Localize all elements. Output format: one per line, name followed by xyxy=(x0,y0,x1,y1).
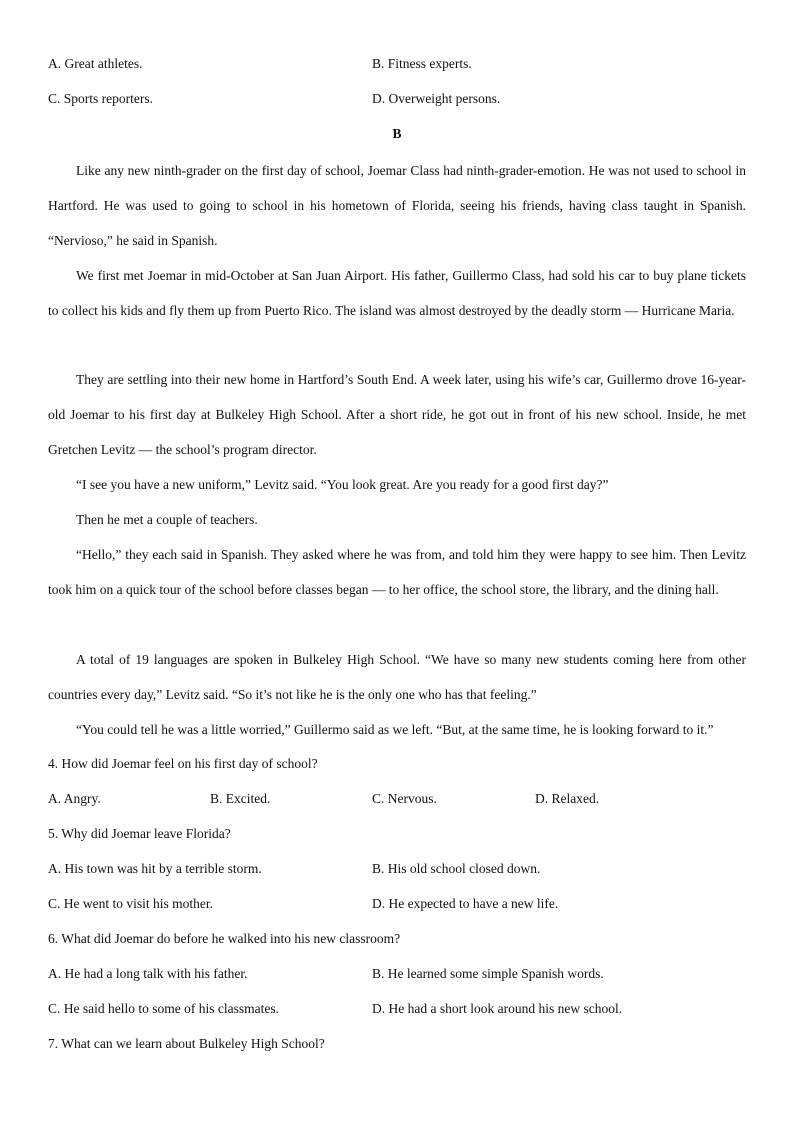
passage-paragraph-1: Like any new ninth-grader on the first day of school, Joemar Class had ninth-grader-emotion. He was not used to school in Hartford. He was used to going to school in his hometown of Florida, seeing his friends, having class taught in Spanish. “Nervioso,” he said in Spanish. xyxy=(48,163,746,248)
section-heading: B xyxy=(392,126,402,141)
question-7: 7. What can we learn about Bulkeley High School? xyxy=(48,1036,325,1051)
q3-options-row-2 xyxy=(48,91,746,111)
q3-option-d: D. Overweight persons. xyxy=(372,91,501,106)
passage-paragraph-8: “You could tell he was a little worried,” Guillermo said as we left. “But, at the same time, he is looking forward to it.” xyxy=(76,722,714,737)
q6-option-a: A. He had a long talk with his father. xyxy=(48,966,248,981)
q5-option-d: D. He expected to have a new life. xyxy=(372,896,559,911)
passage-paragraph-2: We first met Joemar in mid-October at San Juan Airport. His father, Guillermo Class, had sold his car to buy plane tickets to collect his kids and fly them up from Puerto Rico. The island was almost destroyed by the deadly storm — Hurricane Maria. xyxy=(48,268,746,318)
q4-option-b: B. Excited. xyxy=(210,791,271,806)
q4-option-a: A. Angry. xyxy=(48,791,101,806)
q3-option-a: A. Great athletes. xyxy=(48,56,143,71)
q5-option-b: B. His old school closed down. xyxy=(372,861,541,876)
passage-paragraph-6: “Hello,” they each said in Spanish. They asked where he was from, and told him they were happy to see him. Then Levitz took him on a quick tour of the school before classes began — to her office, the school store, the library, and the dining hall. xyxy=(48,547,746,597)
q4-option-c: C. Nervous. xyxy=(372,791,437,806)
q6-option-b: B. He learned some simple Spanish words. xyxy=(372,966,604,981)
q3-option-c: C. Sports reporters. xyxy=(48,91,153,106)
passage-paragraph-7: A total of 19 languages are spoken in Bulkeley High School. “We have so many new students coming here from other countries every day,” Levitz said. “So it’s not like he is the only one who has that feeling.” xyxy=(48,652,746,702)
q5-option-a: A. His town was hit by a terrible storm. xyxy=(48,861,262,876)
passage-paragraph-5: Then he met a couple of teachers. xyxy=(76,512,258,527)
question-4: 4. How did Joemar feel on his first day of school? xyxy=(48,756,318,771)
q6-option-c: C. He said hello to some of his classmates. xyxy=(48,1001,279,1016)
q6-option-d: D. He had a short look around his new school. xyxy=(372,1001,623,1016)
q5-options-row-1 xyxy=(48,861,746,881)
q5-options-row-2 xyxy=(48,896,746,916)
q6-options-row-2 xyxy=(48,1001,746,1021)
q5-option-c: C. He went to visit his mother. xyxy=(48,896,213,911)
question-6: 6. What did Joemar do before he walked into his new classroom? xyxy=(48,931,401,946)
q4-options-row xyxy=(48,791,746,811)
passage-paragraph-4: “I see you have a new uniform,” Levitz said. “You look great. Are you ready for a good first day?” xyxy=(76,477,609,492)
q4-option-d: D. Relaxed. xyxy=(535,791,600,806)
q6-options-row-1 xyxy=(48,966,746,986)
q3-options-row-1 xyxy=(48,56,746,76)
q3-option-b: B. Fitness experts. xyxy=(372,56,472,71)
passage-paragraph-3: They are settling into their new home in Hartford’s South End. A week later, using his wife’s car, Guillermo drove 16-year-old Joemar to his first day at Bulkeley High School. After a short ride, he got out in front of his new school. Inside, he met Gretchen Levitz — the school’s program director. xyxy=(48,372,746,457)
question-5: 5. Why did Joemar leave Florida? xyxy=(48,826,231,841)
